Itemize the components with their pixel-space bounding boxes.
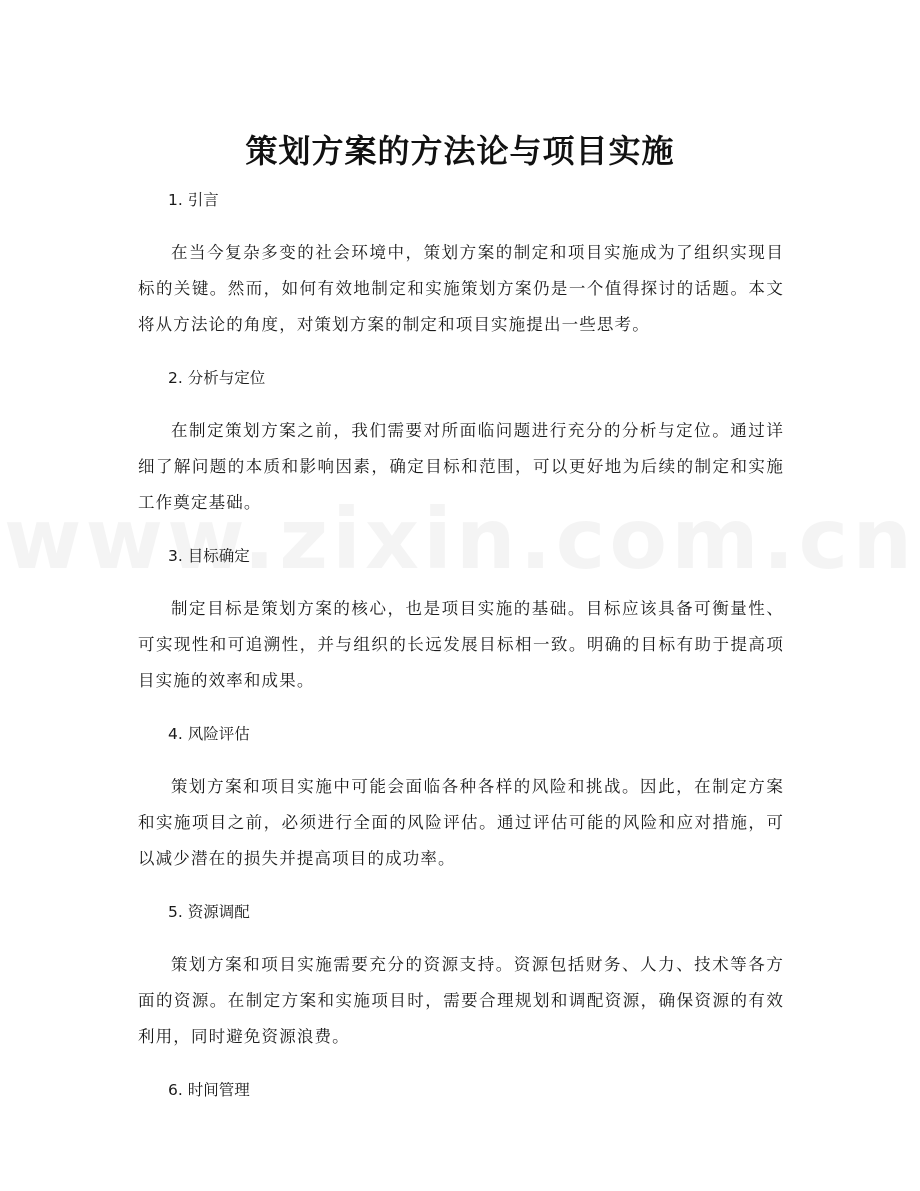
page-title: 策划方案的方法论与项目实施 (245, 132, 675, 171)
section-risk (138, 714, 784, 877)
section-analysis (138, 358, 784, 521)
section-heading: 6. 时间管理 (168, 1081, 250, 1099)
section-heading: 3. 目标确定 (168, 547, 250, 565)
section-paragraph: 策划方案和项目实施需要充分的资源支持。资源包括财务、人力、技术等各方面的资源。在制定方案和实施项目时，需要合理规划和调配资源，确保资源的有效利用，同时避免资源浪费。 (138, 955, 784, 1046)
section-paragraph: 在制定策划方案之前，我们需要对所面临问题进行充分的分析与定位。通过详细了解问题的本质和影响因素，确定目标和范围，可以更好地为后续的制定和实施工作奠定基础。 (138, 421, 784, 512)
section-time-management (138, 1070, 784, 1110)
section-heading: 5. 资源调配 (168, 903, 250, 921)
section-introduction (138, 180, 784, 343)
section-heading: 1. 引言 (168, 191, 219, 209)
section-goals (138, 536, 784, 699)
section-heading: 2. 分析与定位 (168, 369, 266, 387)
section-heading: 4. 风险评估 (168, 725, 250, 743)
section-paragraph: 制定目标是策划方案的核心，也是项目实施的基础。目标应该具备可衡量性、可实现性和可追溯性，并与组织的长远发展目标相一致。明确的目标有助于提高项目实施的效率和成果。 (138, 599, 784, 690)
section-paragraph: 在当今复杂多变的社会环境中，策划方案的制定和项目实施成为了组织实现目标的关键。然而，如何有效地制定和实施策划方案仍是一个值得探讨的话题。本文将从方法论的角度，对策划方案的制定和项目实施提出一些思考。 (138, 243, 784, 334)
document-body (138, 180, 784, 1110)
section-paragraph: 策划方案和项目实施中可能会面临各种各样的风险和挑战。因此，在制定方案和实施项目之前，必须进行全面的风险评估。通过评估可能的风险和应对措施，可以减少潜在的损失并提高项目的成功率。 (138, 777, 784, 868)
section-resources (138, 892, 784, 1055)
